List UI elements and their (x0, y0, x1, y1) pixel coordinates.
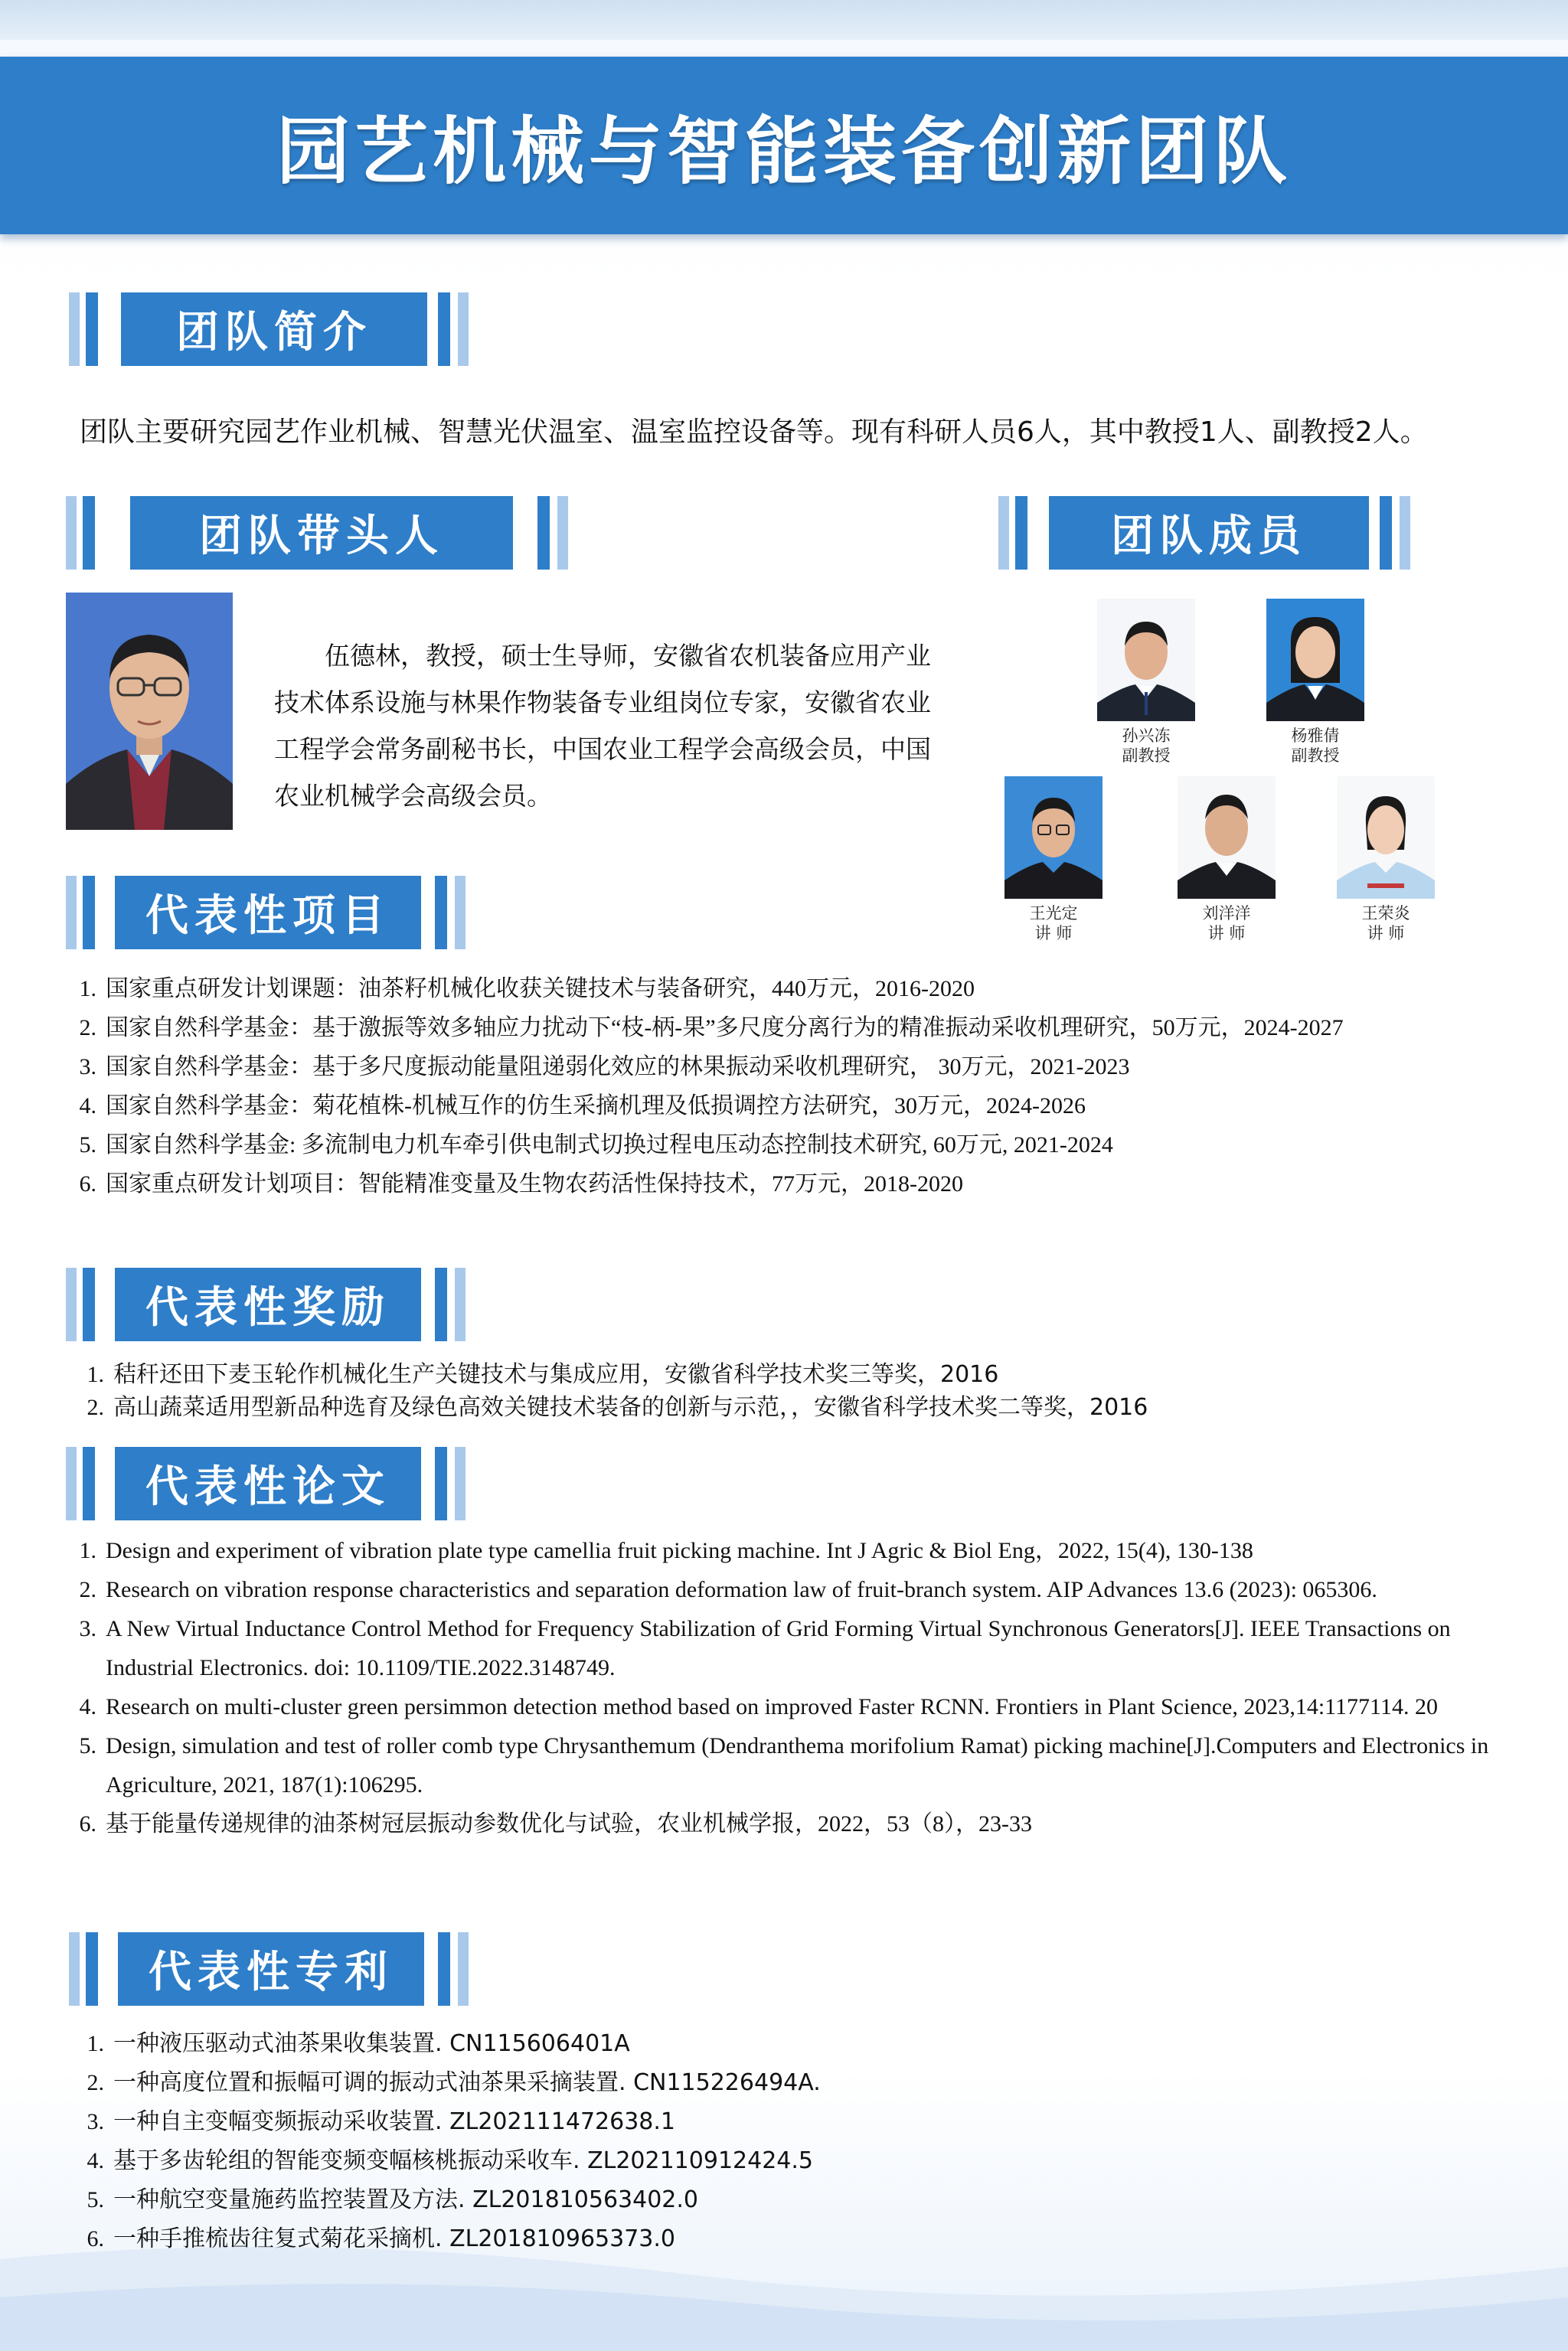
decorative-wave (0, 2213, 1568, 2351)
intro-text: 团队主要研究园艺作业机械、智慧光伏温室、温室监控设备等。现有科研人员6人，其中教授1人、副教授2人。 (80, 416, 1428, 448)
member-card (1178, 776, 1276, 943)
member-role: 讲 师 (1034, 924, 1073, 942)
list-item: 1. 国家重点研发计划课题：油茶籽机械化收获关键技术与装备研究，440万元，2016-2020 (79, 976, 975, 1001)
list-item: 2. 国家自然科学基金：基于激振等效多轴应力扰动下“枝-柄-果”多尺度分离行为的精准振动采收机理研究，50万元，2024-2027 (79, 1015, 1344, 1040)
section-title-leader: 团队带头人 (130, 496, 513, 570)
header-banner (0, 57, 1568, 234)
section-header-members (998, 496, 1415, 570)
leader-bio-text: 伍德林，教授，硕士生导师，安徽省农机装备应用产业技术体系设施与林果作物装备专业组岗位专家，安徽省农业工程学会常务副秘书长，中国农业工程学会高级会员，中国农业机械学会高级会员。 (274, 641, 931, 811)
section-header-projects (66, 876, 479, 949)
list-item: 4. 基于多齿轮组的智能变频变幅核桃振动采收车. ZL202110912424.5 (87, 2147, 814, 2174)
member-name: 杨雅倩 (1291, 727, 1340, 745)
section-title-awards: 代表性奖励 (115, 1268, 421, 1341)
section-title-patents: 代表性专利 (118, 1932, 424, 2006)
awards-list (74, 1358, 1498, 1424)
member-role: 副教授 (1291, 746, 1340, 765)
member-name: 刘洋洋 (1202, 904, 1251, 922)
member-name: 王荣炎 (1361, 904, 1410, 922)
section-header-leader (66, 496, 586, 570)
member-role: 副教授 (1122, 746, 1171, 765)
member-card (1097, 599, 1195, 766)
member-photo (1266, 599, 1364, 721)
section-title-projects: 代表性项目 (115, 876, 421, 949)
section-header-papers (66, 1447, 479, 1520)
papers-list (66, 1531, 1521, 1843)
member-card (1004, 776, 1102, 943)
member-photo (1097, 599, 1195, 721)
list-item: 3. 国家自然科学基金：基于多尺度振动能量阻递弱化效应的林果振动采收机理研究， 30万元，2021-2023 (79, 1054, 1130, 1079)
list-item: 2. 一种高度位置和振幅可调的振动式油茶果采摘装置. CN115226494A. (87, 2069, 821, 2096)
member-photo (1004, 776, 1102, 899)
section-header-awards (66, 1268, 479, 1341)
list-item: 4. Research on multi-cluster green persimmon detection method based on improved Faster RCNN. Frontiers in Plant Science, 2023,14:1177114. 20 (79, 1694, 1438, 1719)
member-name: 孙兴冻 (1122, 727, 1171, 745)
member-photo (1337, 776, 1435, 899)
list-item: 5. 国家自然科学基金: 多流制电力机车牵引供电制式切换过程电压动态控制技术研究, 60万元, 2021-2024 (79, 1132, 1113, 1158)
list-item: 6. 国家重点研发计划项目：智能精准变量及生物农药活性保持技术，77万元，2018-2020 (79, 1171, 963, 1197)
member-card (1266, 599, 1364, 766)
list-item: 2. Research on vibration response characteristics and separation deformation law of fruit-branch system. AIP Advances 13.6 (2023): 065306. (79, 1577, 1377, 1602)
member-photo (1178, 776, 1276, 899)
section-title-members: 团队成员 (1049, 496, 1369, 570)
list-item: 5. 一种航空变量施药监控装置及方法. ZL201810563402.0 (87, 2186, 699, 2213)
member-role: 讲 师 (1367, 924, 1405, 942)
list-item: 1. Design and experiment of vibration plate type camellia fruit picking machine. Int J Agric & Biol Eng，2022, 15(4), 130-138 (79, 1538, 1253, 1563)
list-item: 3. A New Virtual Inductance Control Method for Frequency Stabilization of Grid Forming Virtual Synchronous Generators[J]. IEEE Transactions on Industrial Electronics. doi: 10.1109/TIE.2022.3148749. (79, 1616, 1451, 1680)
top-band (0, 0, 1568, 40)
list-item: 6. 基于能量传递规律的油茶树冠层振动参数优化与试验，农业机械学报，2022，53（8），23-33 (79, 1811, 1032, 1837)
member-name: 王光定 (1029, 904, 1078, 922)
leader-bio (274, 632, 948, 819)
list-item: 1. 一种液压驱动式油茶果收集装置. CN115606401A (87, 2030, 630, 2057)
list-item: 1. 秸秆还田下麦玉轮作机械化生产关键技术与集成应用，安徽省科学技术奖三等奖，2016 (87, 1361, 999, 1388)
member-card (1337, 776, 1435, 943)
list-item: 3. 一种自主变幅变频振动采收装置. ZL202111472638.1 (87, 2108, 676, 2135)
list-item: 2. 高山蔬菜适用型新品种选育及绿色高效关键技术装备的创新与示范，，安徽省科学技术奖二等奖，2016 (87, 1394, 1148, 1421)
page-title: 园艺机械与智能装备创新团队 (276, 108, 1292, 194)
section-header-intro (69, 292, 482, 366)
list-item: 4. 国家自然科学基金：菊花植株-机械互作的仿生采摘机理及低损调控方法研究，30万元，2024-2026 (79, 1093, 1086, 1118)
leader-photo (66, 593, 233, 830)
list-item: 6. 一种手推梳齿往复式菊花采摘机. ZL201810965373.0 (87, 2225, 676, 2252)
list-item: 5. Design, simulation and test of roller comb type Chrysanthemum (Dendranthema morifolium Ramat) picking machine[J].Computers and Electronics in Agriculture, 2021, 187(1):106295. (79, 1733, 1489, 1798)
member-role: 讲 师 (1207, 924, 1246, 942)
section-title-intro: 团队简介 (121, 292, 427, 366)
section-header-patents (69, 1932, 482, 2006)
projects-list (66, 969, 1505, 1203)
section-title-papers: 代表性论文 (115, 1447, 421, 1520)
